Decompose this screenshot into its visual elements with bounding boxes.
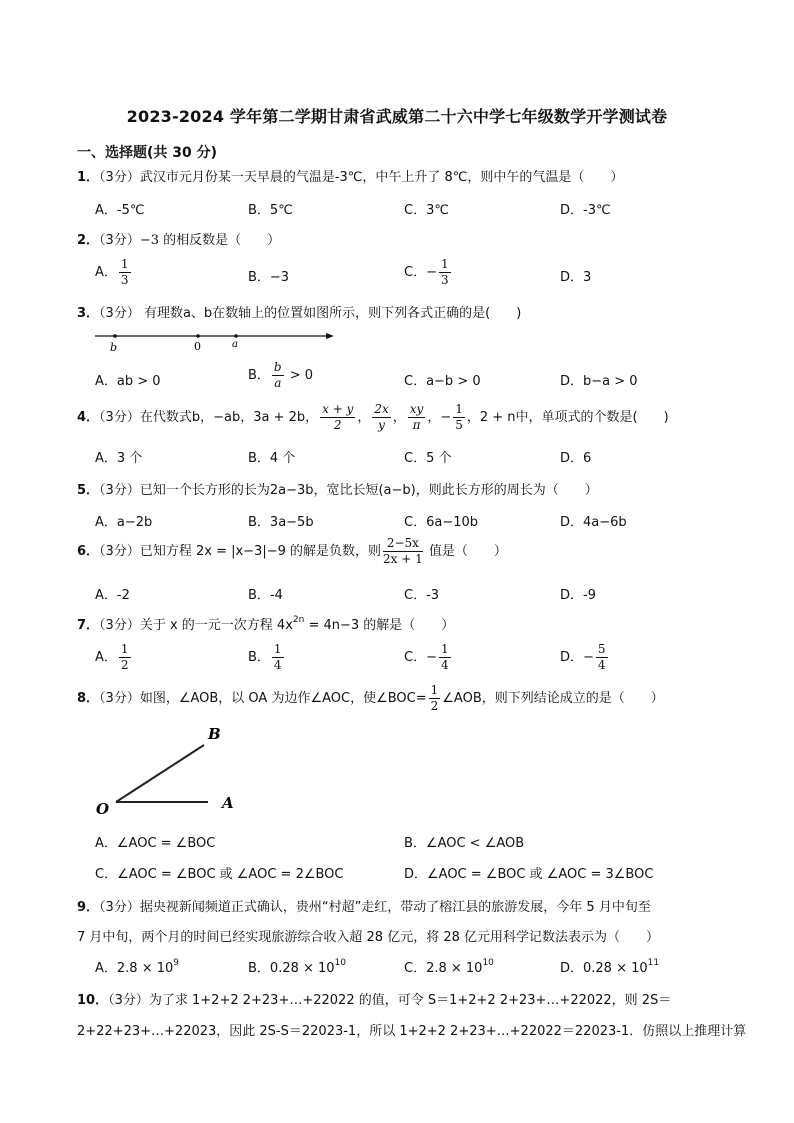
question-text: 如图，∠AOB，以 OA 为边作∠AOC，使∠BOC=	[139, 691, 427, 706]
question-score: （3分）	[99, 410, 140, 425]
question-6	[77, 536, 507, 567]
option-d: D．∠AOC = ∠BOC 或 ∠AOC = 3∠BOC	[404, 867, 654, 882]
denominator: 5	[455, 418, 463, 432]
fraction	[408, 402, 426, 433]
option-d: D．4a−6b	[560, 515, 627, 530]
option-d: D．-9	[560, 588, 596, 603]
label-a: A	[222, 794, 234, 812]
option-c: C．∠AOC = ∠BOC 或 ∠AOC = 2∠BOC	[95, 867, 344, 882]
question-number: 3．	[77, 306, 100, 321]
option-b: B．-4	[248, 588, 283, 603]
option-text: A．2.8 × 10	[95, 961, 174, 976]
denominator: 4	[440, 658, 449, 672]
denominator: 2	[333, 418, 342, 432]
option-a: A．ab > 0	[95, 374, 161, 389]
fraction	[453, 402, 465, 433]
label-a: a	[232, 339, 238, 350]
option-c: C．-3	[404, 588, 440, 603]
question-number: 9．	[77, 900, 100, 915]
option-d: D．-3℃	[560, 203, 611, 218]
option-b	[248, 360, 313, 391]
question-2	[77, 229, 280, 248]
separator: ，−	[427, 410, 452, 425]
option-b: B．4 个	[248, 451, 296, 466]
question-score: （3分）	[99, 483, 140, 498]
label-0: 0	[194, 340, 201, 353]
option-label: D．−	[560, 650, 594, 665]
option-text: C．2.8 × 10	[404, 961, 483, 976]
question-text-tail: = 4n−3 的解是（ ）	[304, 618, 455, 633]
option-a	[95, 257, 133, 288]
fraction	[119, 642, 131, 673]
question-score: （3分）	[99, 691, 140, 706]
question-number: 6．	[77, 544, 100, 559]
option-d: D．6	[560, 451, 592, 466]
option-a: A．a−2b	[95, 515, 153, 530]
fraction	[596, 642, 608, 673]
question-10-line-2: 2+22+23+…+22023，因此 2S-S＝22023-1，所以 1+2+2 2+23+…+22022＝22023-1．仿照以上推理计算	[77, 1024, 747, 1039]
question-7	[77, 614, 454, 633]
fraction	[439, 257, 451, 288]
fraction	[272, 360, 284, 391]
numerator: b	[273, 360, 282, 374]
option-b: B．5℃	[248, 203, 293, 218]
option-d: D．b−a > 0	[560, 374, 638, 389]
question-score: （3分）	[99, 233, 140, 248]
question-text: 据央视新闻频道正式确认，贵州“村超”走红，带动了榕江县的旅游发展，今年 5 月中旬至	[139, 900, 651, 915]
option-a: A．∠AOC = ∠BOC	[95, 836, 216, 851]
exponent: 2n	[292, 615, 305, 625]
denominator: 2	[120, 658, 129, 672]
question-score: （3分）	[99, 306, 140, 321]
numerator: 1	[440, 642, 449, 656]
denominator: 2	[430, 699, 439, 713]
number-line-figure	[90, 325, 340, 355]
question-text: 已知一个长方形的长为2a−3b，宽比长短(a−b)，则此长方形的周长为（ ）	[139, 483, 598, 498]
question-number: 10．	[77, 993, 109, 1008]
option-c: C．6a−10b	[404, 515, 479, 530]
option-label: A．	[95, 650, 117, 665]
question-text-tail: ，2 + n中，单项式的个数是( )	[466, 410, 669, 425]
option-b: B．3a−5b	[248, 515, 314, 530]
denominator: 3	[120, 273, 129, 287]
option-c: C．a−b > 0	[404, 374, 481, 389]
question-text: 为了求 1+2+2 2+23+…+22022 的值，可令 S＝1+2+2 2+23+…+22022，则 2S＝	[148, 993, 672, 1008]
question-text: 有理数a、b在数轴上的位置如图所示，则下列各式正确的是( )	[139, 306, 522, 321]
option-label: B．	[248, 650, 270, 665]
option-c: C．3℃	[404, 203, 449, 218]
option-tail: > 0	[285, 368, 314, 383]
question-score: （3分）	[99, 544, 140, 559]
denominator: 2x + 1	[383, 552, 423, 566]
label-b: B	[208, 725, 221, 743]
point-0	[196, 334, 200, 338]
fraction	[272, 642, 284, 673]
denominator: 4	[597, 658, 606, 672]
numerator: 2x	[374, 402, 389, 416]
page-title: 2023-2024 学年第二学期甘肃省武威第二十六中学七年级数学开学测试卷	[126, 107, 668, 126]
option-label: B．	[248, 368, 270, 383]
denominator: a	[274, 376, 282, 390]
question-score: （3分）	[108, 993, 149, 1008]
option-a: A．3 个	[95, 451, 143, 466]
point-b	[113, 334, 117, 338]
fraction	[383, 536, 423, 567]
option-a: A．-5℃	[95, 203, 145, 218]
question-number: 1．	[77, 170, 100, 185]
exponent: 11	[647, 958, 660, 968]
question-text: 已知方程 2x = |x−3|−9 的解是负数，则	[139, 544, 381, 559]
fraction	[439, 642, 451, 673]
option-c	[404, 957, 494, 976]
question-9	[77, 896, 651, 915]
question-text: 武汉市元月份某一天早晨的气温是-3℃，中午上升了 8℃，则中午的气温是（ ）	[139, 170, 624, 185]
denominator: y	[378, 418, 385, 432]
angle-figure	[90, 722, 250, 822]
numerator: 1	[440, 257, 449, 271]
numerator: 1	[120, 257, 129, 271]
numerator: 1	[455, 402, 463, 416]
denominator: 3	[440, 273, 449, 287]
numerator: xy	[409, 402, 424, 416]
question-number: 8．	[77, 691, 100, 706]
option-b: B．−3	[248, 270, 290, 285]
option-d	[560, 957, 659, 976]
question-score: （3分）	[99, 618, 140, 633]
option-c: C．5 个	[404, 451, 452, 466]
point-a	[234, 334, 238, 338]
option-text: B．0.28 × 10	[248, 961, 335, 976]
option-a	[95, 642, 133, 673]
question-4: 4．（3分）在代数式b，−ab，3a + 2b， $\frac{x + y}{2}$ ， $\frac{2x}{y}$ ， $\frac{xy}{\pi}$ ，− $\frac{1}{5}$ ，2 + n中，单项式的个数是( )	[77, 402, 669, 432]
stem-math: −3	[139, 233, 159, 248]
ray-ob	[116, 745, 204, 802]
option-a: A．-2	[95, 588, 130, 603]
question-number: 4．	[77, 410, 100, 425]
question-score: （3分）	[99, 900, 140, 915]
option-a	[95, 957, 179, 976]
question-10	[77, 989, 671, 1008]
question-1	[77, 166, 623, 185]
numerator: 2−5x	[383, 536, 423, 552]
question-text: 关于 x 的一元一次方程 4x	[139, 618, 293, 633]
option-c	[404, 642, 453, 673]
label-b: b	[110, 341, 118, 354]
exponent: 10	[482, 958, 494, 968]
exponent: 9	[173, 958, 180, 968]
question-3	[77, 302, 521, 321]
question-number: 5．	[77, 483, 100, 498]
fraction	[320, 402, 355, 433]
question-number: 2．	[77, 233, 100, 248]
numerator: 1	[120, 642, 129, 656]
question-score: （3分）	[99, 170, 140, 185]
option-label: C．−	[404, 650, 437, 665]
option-b	[248, 957, 346, 976]
numerator: x + y	[322, 402, 354, 416]
fraction	[119, 257, 131, 288]
numerator: 1	[430, 683, 439, 697]
option-label: C．−	[404, 265, 437, 280]
exponent: 10	[334, 958, 347, 968]
fraction	[372, 402, 390, 433]
option-b: B．∠AOC < ∠AOB	[404, 836, 525, 851]
question-number: 7．	[77, 618, 100, 633]
option-b	[248, 642, 286, 673]
question-text-tail: 值是（ ）	[424, 544, 507, 559]
numerator: 1	[273, 642, 282, 656]
question-text-tail: ∠AOB，则下列结论成立的是（ ）	[442, 691, 664, 706]
section-heading: 一、选择题(共 30 分)	[77, 145, 218, 161]
fraction	[429, 683, 441, 714]
denominator: π	[412, 418, 421, 432]
option-text: D．0.28 × 10	[560, 961, 648, 976]
question-text: 的相反数是（ ）	[159, 233, 281, 248]
question-8	[77, 683, 664, 714]
question-5	[77, 479, 598, 498]
option-label: A．	[95, 265, 117, 280]
option-c	[404, 257, 453, 288]
label-o: O	[96, 800, 110, 818]
question-9-line-2: 7 月中旬，两个月的时间已经实现旅游综合收入超 28 亿元，将 28 亿元用科学记数法表示为（ ）	[77, 930, 660, 945]
numerator: 5	[597, 642, 606, 656]
denominator: 4	[273, 658, 282, 672]
question-text: 在代数式b，−ab，3a + 2b，	[139, 410, 319, 425]
arrow-head-icon	[326, 333, 334, 339]
option-d: D．3	[560, 270, 592, 285]
option-d	[560, 642, 610, 673]
